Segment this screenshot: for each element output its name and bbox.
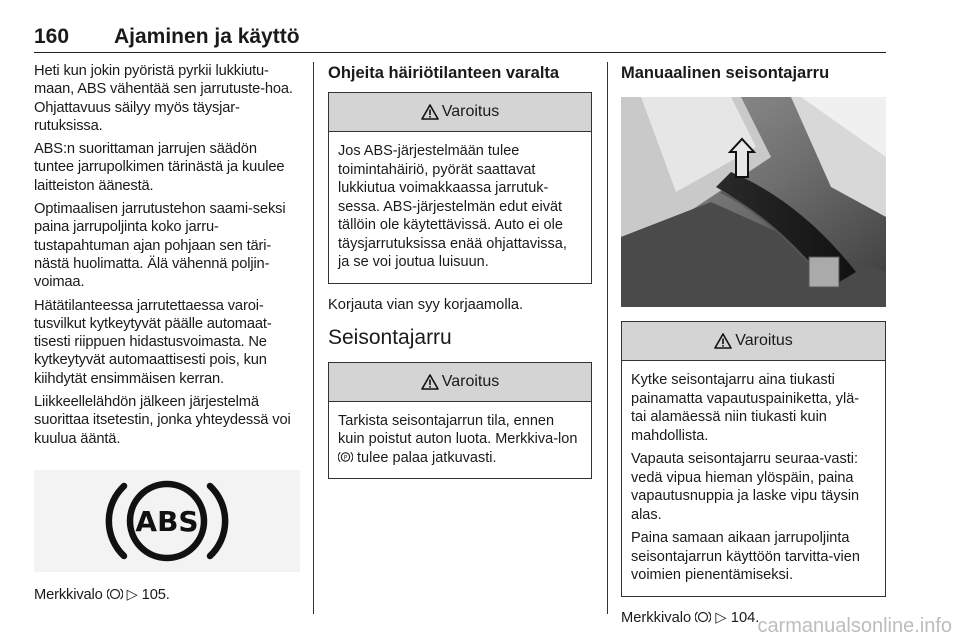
warning-text-after: tulee palaa jatkuvasti.: [357, 449, 497, 466]
warning-text: Vapauta seisontajarru seuraa-vasti: vedä vipua hieman ylöspäin, paina vapautusnuppia ja laske vipu täysin alas.: [631, 451, 860, 523]
parking-brake-lever-photo: [621, 97, 886, 307]
warning-body: [329, 132, 591, 283]
abs-indicator-illustration: [34, 470, 300, 572]
warning-header: [329, 93, 591, 132]
warning-text-before: Tarkista seisontajarrun tila, ennen kuin poistut auton luota. Merkkiva-lon: [338, 412, 578, 448]
column-left: [34, 62, 300, 609]
warning-triangle-icon: [421, 104, 439, 120]
warning-title: Varoitus: [441, 372, 500, 390]
warning-text: Jos ABS-järjestelmään tulee toimintahäiriö, pyörät saattavat lukkiutua voimakkaassa jarrutuk-sessa. ABS-järjestelmän edut eivät tällöin ole käytettävissä. Auto ei ole täysjarrutuksissa enää ohjattavissa, ja se voi joutua luisuun.: [338, 143, 567, 270]
watermark: carmanualsonline.info: [757, 615, 952, 637]
paragraph-abs-intro: Heti kun jokin pyöristä pyrkii lukkiutu-maan, ABS vähentää sen jarrutuste-hoa. Ohjattavuus säilyy myös täysjar-rutuksissa.: [34, 63, 293, 134]
reference-label: Merkkivalo: [621, 609, 692, 626]
warning-text: [338, 412, 582, 468]
warning-title: Varoitus: [735, 332, 793, 349]
reference-page: 105.: [141, 586, 170, 603]
abs-warning-icon: [102, 474, 232, 568]
warning-triangle-icon: [421, 374, 439, 390]
warning-header: [622, 322, 885, 361]
paragraph-self-test: Liikkeellelähdön jälkeen järjestelmä suorittaa itsetestin, jonka yhteydessä voi kuulua ääntä.: [34, 394, 291, 447]
section-heading-malfunction: Ohjeita häiriötilanteen varalta: [328, 64, 560, 82]
page-header: [34, 20, 886, 53]
section-title-parking-brake: Seisontajarru: [328, 325, 452, 349]
reference-label: Merkkivalo: [34, 586, 103, 603]
page-number: 160: [34, 25, 70, 48]
parking-brake-small-icon: [338, 450, 353, 464]
abs-icon-label: ABS: [135, 504, 199, 538]
warning-triangle-icon: [714, 333, 732, 349]
page-ref-arrow-icon: ▷: [126, 586, 138, 603]
warning-title: Varoitus: [441, 103, 500, 120]
column-middle: [328, 62, 592, 491]
abs-small-icon: [107, 587, 123, 601]
section-heading-manual-brake: Manuaalinen seisontajarru: [621, 64, 830, 82]
paragraph-abs-feel: ABS:n suorittaman jarrujen säädön tuntee jarrupolkimen tärinästä ja kuulee laitteiston äänestä.: [34, 141, 285, 194]
column-divider: [313, 62, 314, 614]
reference-page: 104.: [730, 609, 760, 626]
warning-body: [329, 402, 591, 479]
paragraph-hazard-lights: Hätätilanteessa jarrutettaessa varoi-tusvilkut kytkeytyvät päälle automaat-tisesti riippuen hidastusvoimasta. Ne kytkeytyvät automaattisesti pois, kun kiihdytät ensimmäisen kerran.: [34, 297, 272, 387]
warning-body: [622, 361, 885, 596]
warning-text: Kytke seisontajarru aina tiukasti painamatta vapautuspainiketta, ylä- tai alamäessä niin tiukasti kuin mahdollista.: [631, 372, 860, 444]
svg-text:P: P: [343, 454, 348, 462]
indicator-reference-abs: [34, 586, 300, 604]
warning-text: Paina samaan aikaan jarrupoljinta seisontajarrun käyttöön tarvitta-vien voimien pienentämiseksi.: [631, 530, 860, 583]
brake-warning-small-icon: [695, 610, 711, 624]
column-divider: [607, 62, 608, 614]
paragraph-abs-optimal: Optimaalisen jarrutustehon saami-seksi paina jarrupoljinta koko jarru-tustapahtuman ajan pohjaan sen täri-nästä huolimatta. Älä vähennä poljin-voimaa.: [34, 201, 286, 291]
warning-box-abs: [328, 92, 592, 284]
column-right: [621, 62, 886, 632]
warning-box-parking-brake: [328, 362, 592, 480]
parking-brake-image: [621, 97, 886, 307]
warning-box-manual-brake: [621, 321, 886, 597]
warning-header: [329, 363, 591, 402]
chapter-title: Ajaminen ja käyttö: [114, 25, 300, 48]
repair-instruction: Korjauta vian syy korjaamolla.: [328, 296, 524, 313]
page-ref-arrow-icon: ▷: [715, 609, 727, 626]
